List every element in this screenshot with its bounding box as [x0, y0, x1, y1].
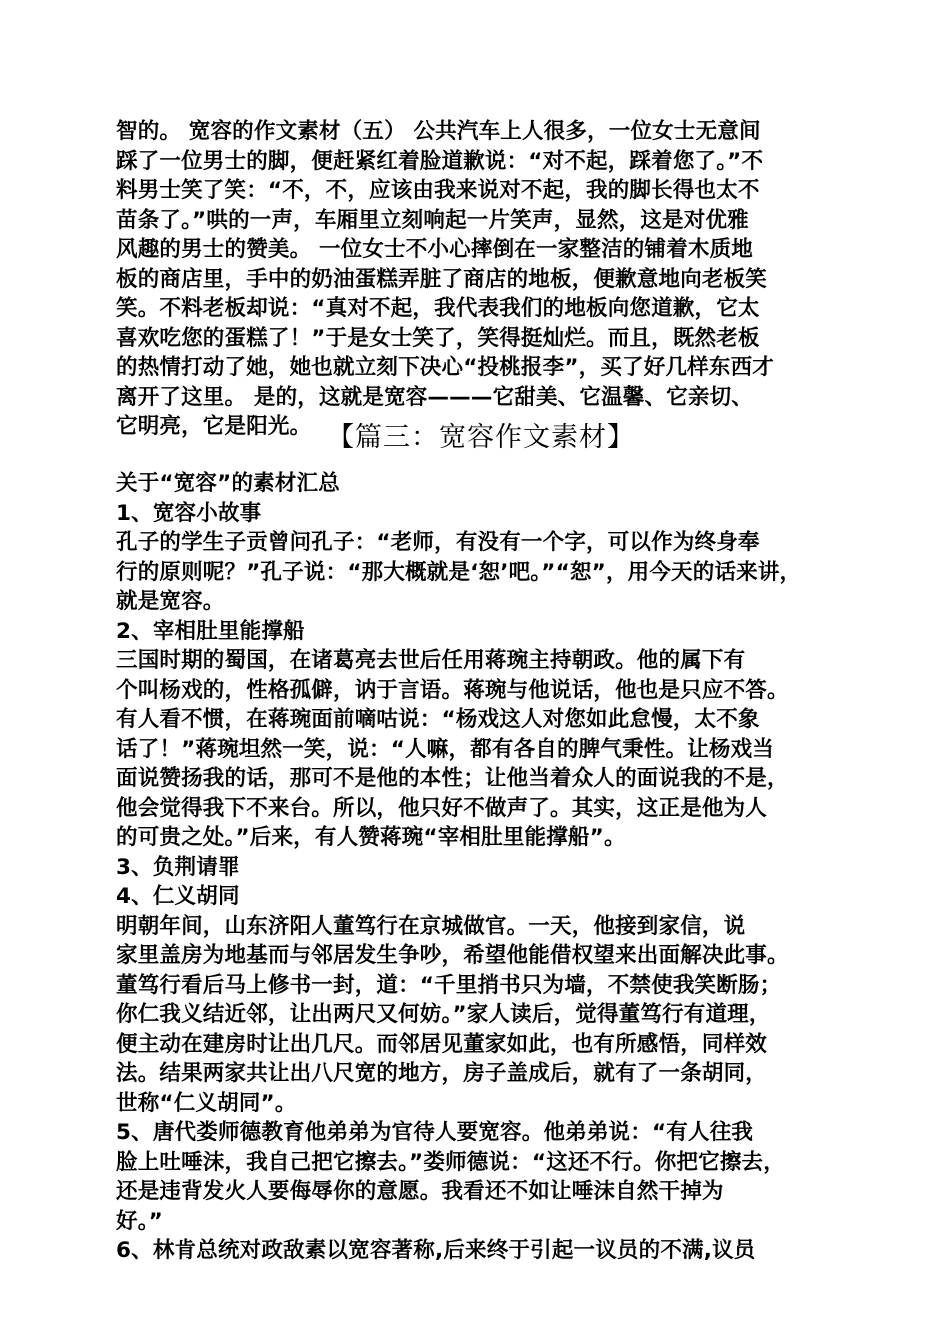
paragraph-materials: 关于“宽容”的素材汇总 1、宽容小故事 孔子的学生子贡曾问孔子：“老师，有没有一个字，可以作为终身奉 行的原则呢？”孔子说：“那大概就是‘恕’吧。”“恕”，用今天的话来讲， 就是宽容。 2、宰相肚里能撑船 三国时期的蜀国，在诸葛亮去世后任用蒋琬主持朝政。他的属下有 个叫杨戏的，性格孤僻，讷于言语。蒋琬与他说话，他也是只应不答。 有人看不惯，在蒋琬面前嘀咕说：“杨戏这人对您如此怠慢，太不象 话了！”蒋琬坦然一笑，说：“人嘛，都有各自的脾气秉性。让杨戏当 面说赞扬我的话，那可不是他的本性；让他当着众人的面说我的不是， 他会觉得我下不来台。所以，他只好不做声了。其实，这正是他为人 的可贵之处。”后来，有人赞蒋琬“宰相肚里能撑船”。 3、负荆请罪 4、仁义胡同 明朝年间，山东济阳人董笃行在京城做官。一天，他接到家信，说 家里盖房为地基而与邻居发生争吵，希望他能借权望来出面解决此事。 董笃行看后马上修书一封，道：“千里捎书只为墙，不禁使我笑断肠； 你仁我义结近邻，让出两尺又何妨。”家人读后，觉得董笃行有道理， 便主动在建房时让出几尺。而邻居见董家如此，也有所感悟，同样效 法。结果两家共让出八尺宽的地方，房子盖成后，就有了一条胡同， 世称“仁义胡同”。 5、唐代娄师德教育他弟弟为官待人要宽容。他弟弟说：“有人往我 脸上吐唾沫，我自己把它擦去。”娄师德说：“这还不行。你把它擦去， 还是违背发火人要侮辱你的意愿。我看还不如让唾沫自然干掉为 好。” 6、林肯总统对政敌素以宽容著称,后来终于引起一议员的不满,议员 — [116, 471, 802, 1263]
paragraph-continuation: 智的。 宽容的作文素材（五） 公共汽车上人很多，一位女士无意间 踩了一位男士的脚，便赶紧红着脸道歉说：“对不起，踩着您了。”不 料男士笑了笑：“不，不，应该由我来说对不起，我的脚长得也太不 苗条了。”哄的一声，车厢里立刻响起一片笑声，显然，这是对优雅 风趣的男士的赞美。 一位女士不小心摔倒在一家整洁的铺着木质地 板的商店里，手中的奶油蛋糕弄脏了商店的地板，便歉意地向老板笑 笑。不料老板却说：“真对不起，我代表我们的地板向您道歉，它太 喜欢吃您的蛋糕了！”于是女士笑了，笑得挺灿烂。而且，既然老板 的热情打动了她，她也就立刻下决心“投桃报李”，买了好几样东西才 离开了这里。 是的，这就是宽容———它甜美、它温馨、它亲切、 它明亮，它是阳光。 — [116, 119, 774, 439]
section-heading: 【篇三：宽容作文素材】 — [327, 422, 635, 453]
